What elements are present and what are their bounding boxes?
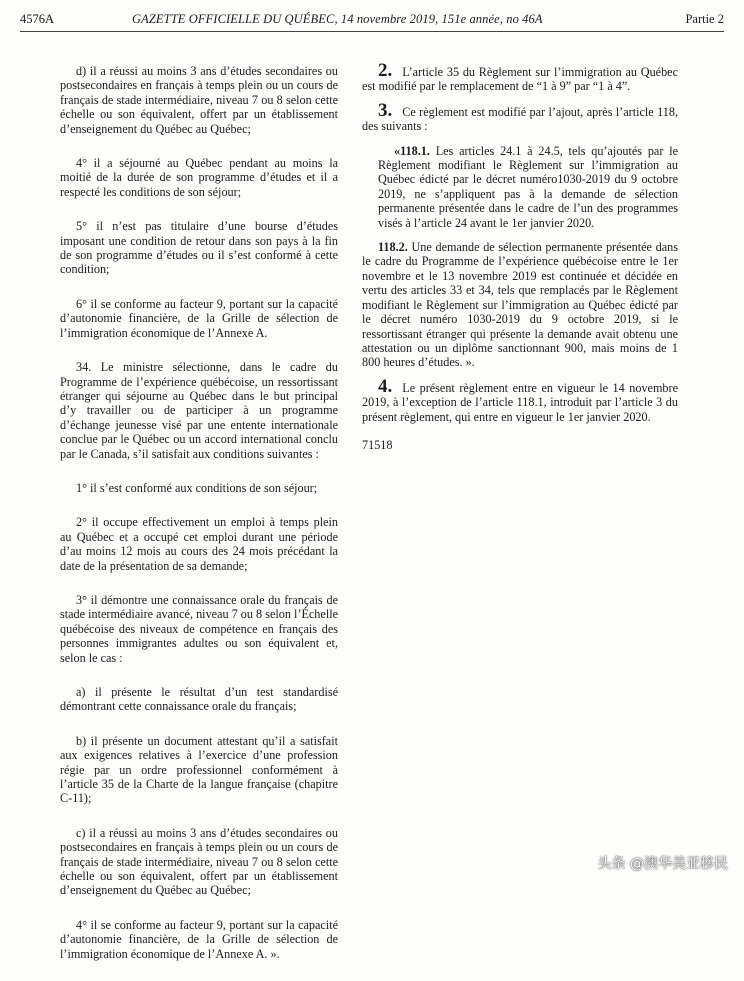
paragraph-5: 5° il n’est pas titulaire d’une bourse d’études imposant une condition de retour dans son pays à la fin de son programme d’études ou il s’est conformé à cette condition; <box>60 219 338 277</box>
reference-number: 71518 <box>362 437 393 452</box>
article-4-number: 4. <box>378 375 393 397</box>
part-label: Partie 2 <box>685 12 724 26</box>
paragraph-d: d) il a réussi au moins 3 ans d’études secondaires ou postsecondaires en français à temps plein ou un cours de français de stade intermédiaire, niveau 7 ou 8 selon cette échelle ou son équivalent, offert par un établissement d’enseignement du Québec au Québec; <box>60 64 338 136</box>
watermark: 头条 @澳华美亚移民 <box>597 856 728 872</box>
section-118-1-text: Les articles 24.1 à 24.5, tels qu’ajoutés par le Règlement modifiant le Règlement sur l’immigration au Québec édicté par le décret numéro1030-2019 du 9 octobre 2019, ne s’appliquent pas à la demande de sélection permanente présentée dans le cadre de l’un des programmes visés à l’article 24 avant le 1er janvier 2020. <box>378 143 678 230</box>
paragraph-34-2: 2° il occupe effectivement un emploi à temps plein au Québec et a occupé cet emploi durant une période d’au moins 12 mois au cours des 24 mois précédant la date de la présentation de sa demande; <box>60 515 338 573</box>
paragraph-34-3b: b) il présente un document attestant qu’il a satisfait aux exigences relatives à l’exercice d’une profession régie par un ordre professionnel conformément à l’article 35 de la Charte de la langue française (chapitre C-11); <box>60 733 338 806</box>
article-2-text: L’article 35 du Règlement sur l’immigration au Québec est modifié par le remplacement de “1 à 9” par “1 à 4”. <box>362 65 678 94</box>
article-3-number: 3. <box>378 99 393 121</box>
left-column <box>60 64 338 981</box>
paragraph-34-1: 1° il s’est conformé aux conditions de son séjour; <box>76 480 318 495</box>
page-number: 4576A <box>20 12 55 26</box>
article-4-text: Le présent règlement entre en vigueur le 14 novembre 2019, à l’exception de l’article 118.1, introduit par l’article 3 du présent règlement, qui entre en vigueur le 1er janvier 2020. <box>362 380 678 424</box>
section-118-1 <box>378 144 678 230</box>
gazette-title: GAZETTE OFFICIELLE DU QUÉBEC, 14 novembre 2019, 151e année, no 46A <box>132 12 543 26</box>
paragraph-34-3c: c) il a réussi au moins 3 ans d’études secondaires ou postsecondaires en français à temps plein ou un cours de français de stade intermédiaire, niveau 7 ou 8 selon cette échelle ou son équivalent, offert par un établissement d’enseignement du Québec au Québec; <box>60 825 338 898</box>
section-118-1-label: «118.1. <box>394 143 430 158</box>
paragraph-6: 6° il se conforme au facteur 9, portant sur la capacité d’autonomie financière, de la Grille de sélection de l’immigration économique de l’Annexe A. <box>60 296 338 340</box>
paragraph-4: 4° il a séjourné au Québec pendant au moins la moitié de la durée de son programme d’études et il a respecté les conditions de son séjour; <box>60 156 338 199</box>
paragraph-34-3: 3° il démontre une connaissance orale du français de stade intermédiaire avancé, niveau 7 ou 8 selon l’Échelle québécoise des niveaux de compétence en français des personnes immigrantes adultes ou son équivalent et, selon le cas : <box>60 592 338 665</box>
page-header <box>20 8 724 32</box>
article-3-text: Ce règlement est modifié par l’ajout, après l’article 118, des suivants : <box>362 104 678 134</box>
article-4 <box>362 375 678 424</box>
article-3 <box>362 99 678 134</box>
article-2 <box>362 60 678 94</box>
section-118-2-label: 118.2. <box>378 240 408 255</box>
right-column <box>362 60 679 462</box>
article-2-number: 2. <box>378 60 393 81</box>
section-118-2 <box>362 240 678 370</box>
section-118-2-text: Une demande de sélection permanente présentée dans le cadre du Programme de l’expérience québécoise entre le 1er novembre et le 13 novembre 2019 est continuée et décidée en vertu des articles 33 et 34, tels que remplacés par le Règlement modifiant le Règlement sur l’immigration au Québec édicté par le décret numéro 1030-2019 du 9 octobre 2019, si le ressortissant étranger qui présente la demande avait obtenu une attestation ou un diplôme sanctionnant 900, mais moins de 1 800 heures d’études. ». <box>362 240 679 370</box>
paragraph-34-3a: a) il présente le résultat d’un test standardisé démontrant cette connaissance orale du français; <box>60 685 338 714</box>
paragraph-34-4: 4° il se conforme au facteur 9, portant sur la capacité d’autonomie financière, de la Grille de sélection de l’immigration économique de l’Annexe A. ». <box>60 917 338 961</box>
article-34: 34. Le ministre sélectionne, dans le cadre du Programme de l’expérience québécoise, un ressortissant étranger qui séjourne au Québec dans le but principal d’y travailler ou de participer à un programme d’échange jeunesse visé par une entente internationale conclue par le Québec ou un accord international conclu par le Canada, s’il satisfait aux conditions suivantes : <box>60 360 338 461</box>
